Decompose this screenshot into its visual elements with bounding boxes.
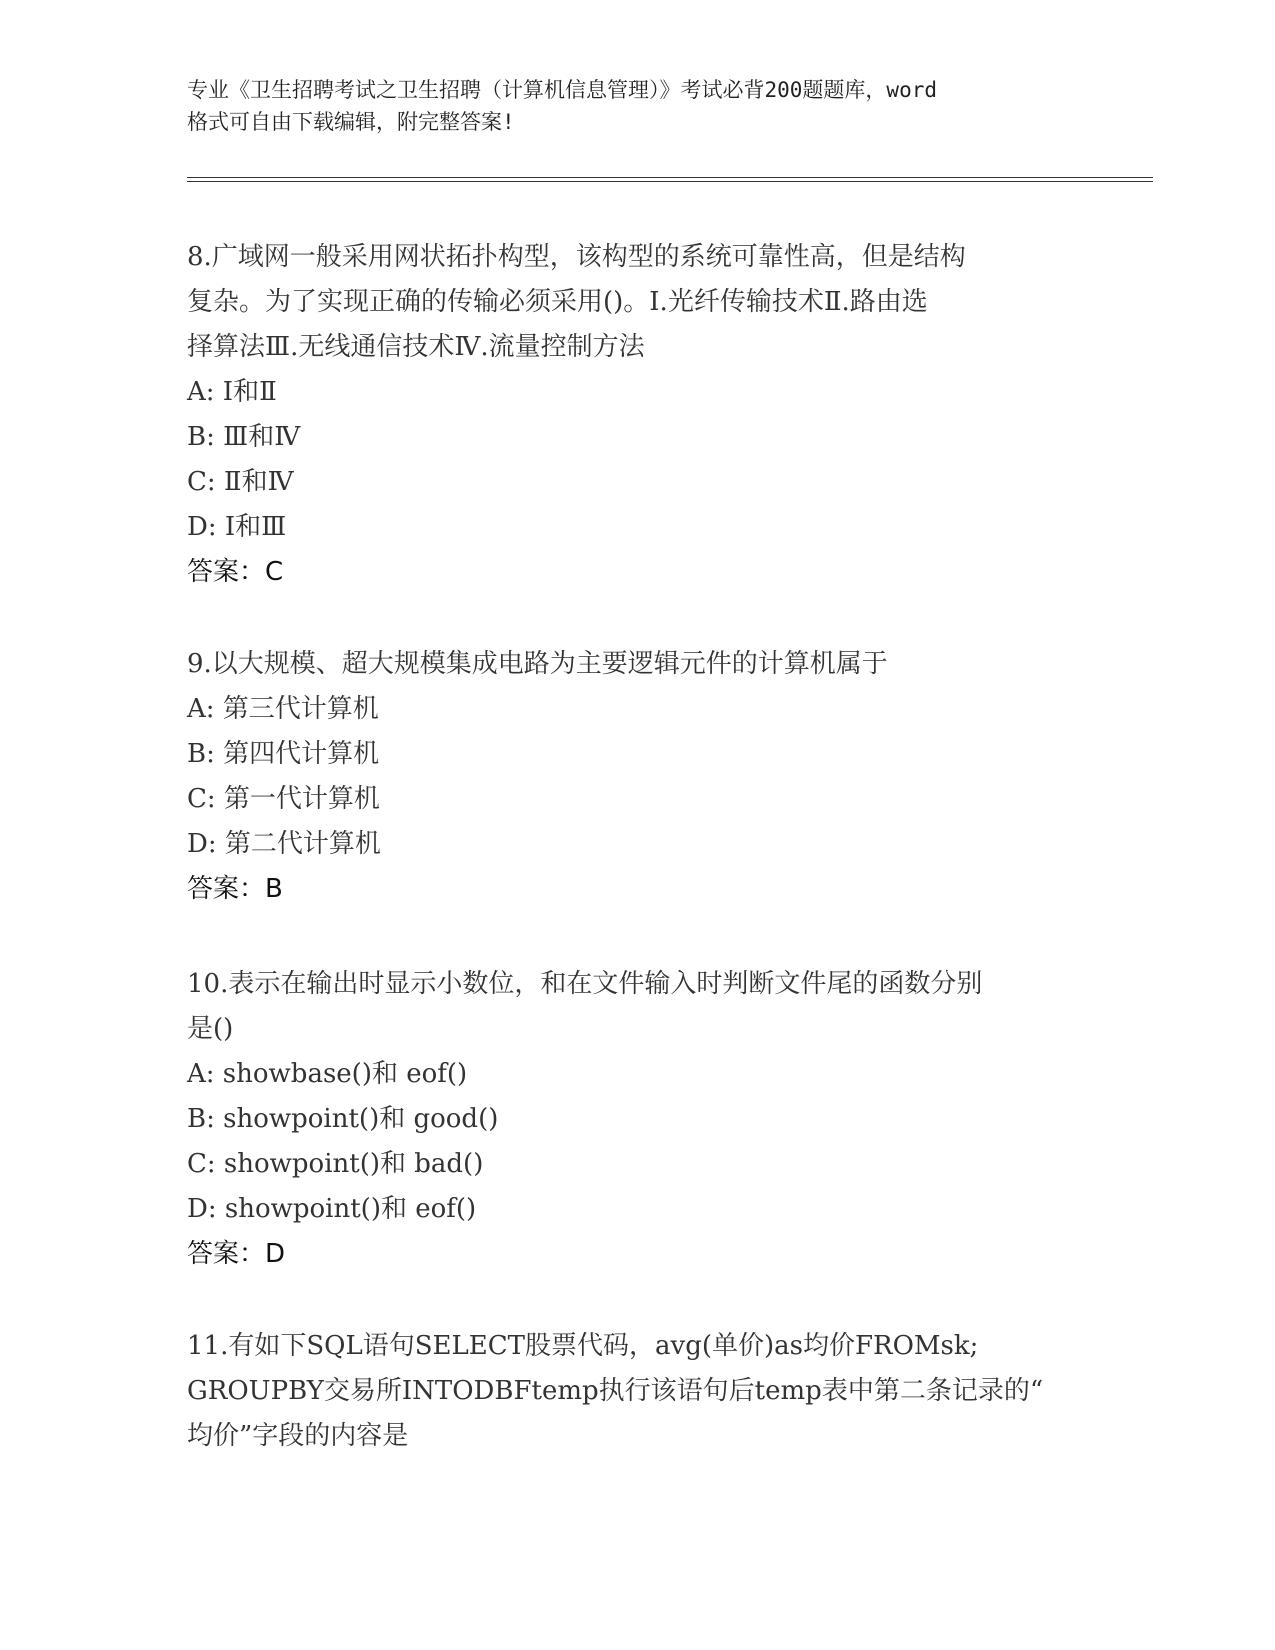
- option-b: B: 第四代计算机: [187, 739, 380, 769]
- question-9: [187, 642, 1087, 912]
- option-a: A: showbase()和 eof(): [187, 1059, 468, 1089]
- question-stem-line: 9.以大规模、超大规模集成电路为主要逻辑元件的计算机属于: [187, 649, 888, 679]
- question-11: [187, 1324, 1087, 1459]
- question-stem-line: GROUPBY交易所INTODBFtemp执行该语句后temp表中第二条记录的“: [187, 1376, 1044, 1406]
- answer-line: 答案：D: [187, 1239, 286, 1269]
- header-divider-top: [187, 177, 1153, 178]
- question-stem-line: 择算法Ⅲ.无线通信技术Ⅳ.流量控制方法: [187, 332, 645, 362]
- question-stem-line: 复杂。为了实现正确的传输必须采用()。Ⅰ.光纤传输技术Ⅱ.路由选: [187, 287, 928, 317]
- header-line-2: 格式可自由下载编辑，附完整答案!: [187, 110, 515, 134]
- option-a: A: 第三代计算机: [187, 694, 379, 724]
- option-c: C: Ⅱ和Ⅳ: [187, 467, 294, 497]
- option-b: B: showpoint()和 good(): [187, 1104, 499, 1134]
- option-d: D: Ⅰ和Ⅲ: [187, 512, 287, 542]
- question-stem-line: 均价”字段的内容是: [187, 1421, 409, 1451]
- question-10: [187, 962, 1087, 1277]
- header-divider-bottom: [187, 181, 1153, 182]
- header-line-1: 专业《卫生招聘考试之卫生招聘（计算机信息管理）》考试必背200题题库，word: [187, 78, 937, 102]
- answer-line: 答案：C: [187, 557, 284, 587]
- question-stem-line: 是(): [187, 1014, 234, 1044]
- option-d: D: 第二代计算机: [187, 829, 381, 859]
- option-d: D: showpoint()和 eof(): [187, 1194, 477, 1224]
- answer-line: 答案：B: [187, 874, 283, 904]
- question-stem-line: 11.有如下SQL语句SELECT股票代码，avg(单价)as均价FROMsk;: [187, 1331, 979, 1361]
- option-c: C: 第一代计算机: [187, 784, 380, 814]
- option-b: B: Ⅲ和Ⅳ: [187, 422, 301, 452]
- document-header: [187, 74, 1087, 138]
- question-stem-line: 8.广域网一般采用网状拓扑构型，该构型的系统可靠性高，但是结构: [187, 242, 966, 272]
- question-stem-line: 10.表示在输出时显示小数位，和在文件输入时判断文件尾的函数分别: [187, 969, 983, 999]
- option-a: A: Ⅰ和Ⅱ: [187, 377, 277, 407]
- option-c: C: showpoint()和 bad(): [187, 1149, 484, 1179]
- question-8: [187, 235, 1087, 595]
